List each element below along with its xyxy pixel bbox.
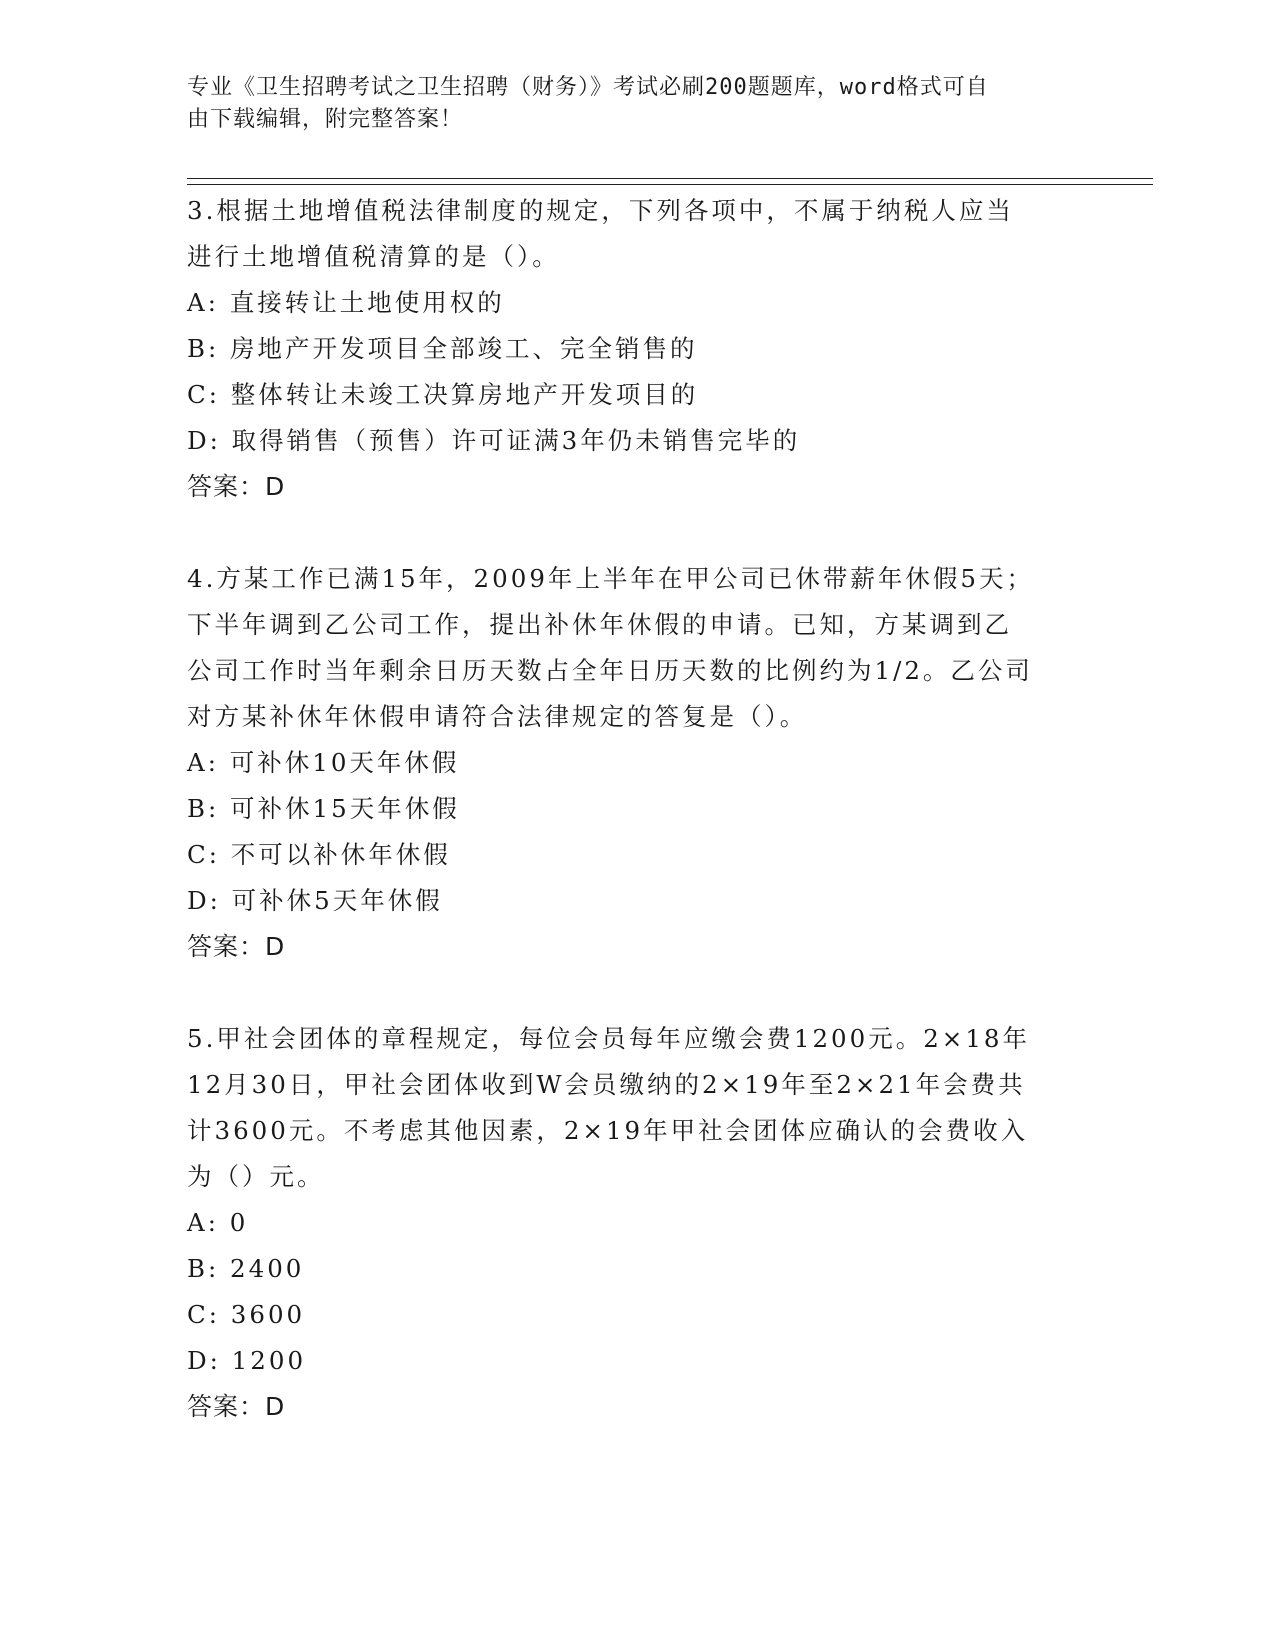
option-b: B: 房地产开发项目全部竣工、完全销售的 [187,334,698,363]
question-stem-line: 公司工作时当年剩余日历天数占全年日历天数的比例约为1/2。乙公司 [187,656,1033,685]
question-list [187,188,1087,1430]
question-stem-line: 计3600元。不考虑其他因素，2×19年甲社会团体应确认的会费收入 [187,1116,1029,1145]
question-4 [187,556,1087,970]
question-stem-line: 5.甲社会团体的章程规定，每位会员每年应缴会费1200元。2×18年 [187,1024,1031,1053]
header-divider-top [187,178,1153,179]
question-stem-line: 3.根据土地增值税法律制度的规定，下列各项中，不属于纳税人应当 [187,196,1014,225]
option-d: D: 可补休5天年休假 [187,886,443,915]
option-b: B: 可补休15天年休假 [187,794,460,823]
header-line-2: 由下载编辑，附完整答案！ [187,107,464,132]
question-stem-line: 对方某补休年休假申请符合法律规定的答复是（）。 [187,702,808,731]
question-spacer [187,970,1087,1016]
header-divider-bottom [187,184,1153,185]
option-a: A: 0 [187,1208,249,1237]
question-3 [187,188,1087,510]
answer-label: 答案：D [187,932,286,961]
question-stem-line: 为（）元。 [187,1162,325,1191]
question-stem-line: 12月30日，甲社会团体收到W会员缴纳的2×19年至2×21年会费共 [187,1070,1026,1099]
document-header [187,72,1067,136]
option-a: A: 可补休10天年休假 [187,748,460,777]
question-stem-line: 进行土地增值税清算的是（）。 [187,242,560,271]
question-5 [187,1016,1087,1430]
answer-label: 答案：D [187,1392,286,1421]
option-c: C: 3600 [187,1300,306,1329]
option-c: C: 不可以补休年休假 [187,840,451,869]
header-line-1: 专业《卫生招聘考试之卫生招聘（财务）》考试必刷200题题库，word格式可自 [187,75,989,100]
question-stem-line: 下半年调到乙公司工作，提出补休年休假的申请。已知，方某调到乙 [187,610,1012,639]
option-b: B: 2400 [187,1254,305,1283]
option-c: C: 整体转让未竣工决算房地产开发项目的 [187,380,699,409]
option-a: A: 直接转让土地使用权的 [187,288,505,317]
question-stem-line: 4.方某工作已满15年，2009年上半年在甲公司已休带薪年休假5天； [187,564,1034,593]
option-d: D: 取得销售（预售）许可证满3年仍未销售完毕的 [187,426,801,455]
question-spacer [187,510,1087,556]
answer-label: 答案：D [187,472,286,501]
option-d: D: 1200 [187,1346,307,1375]
